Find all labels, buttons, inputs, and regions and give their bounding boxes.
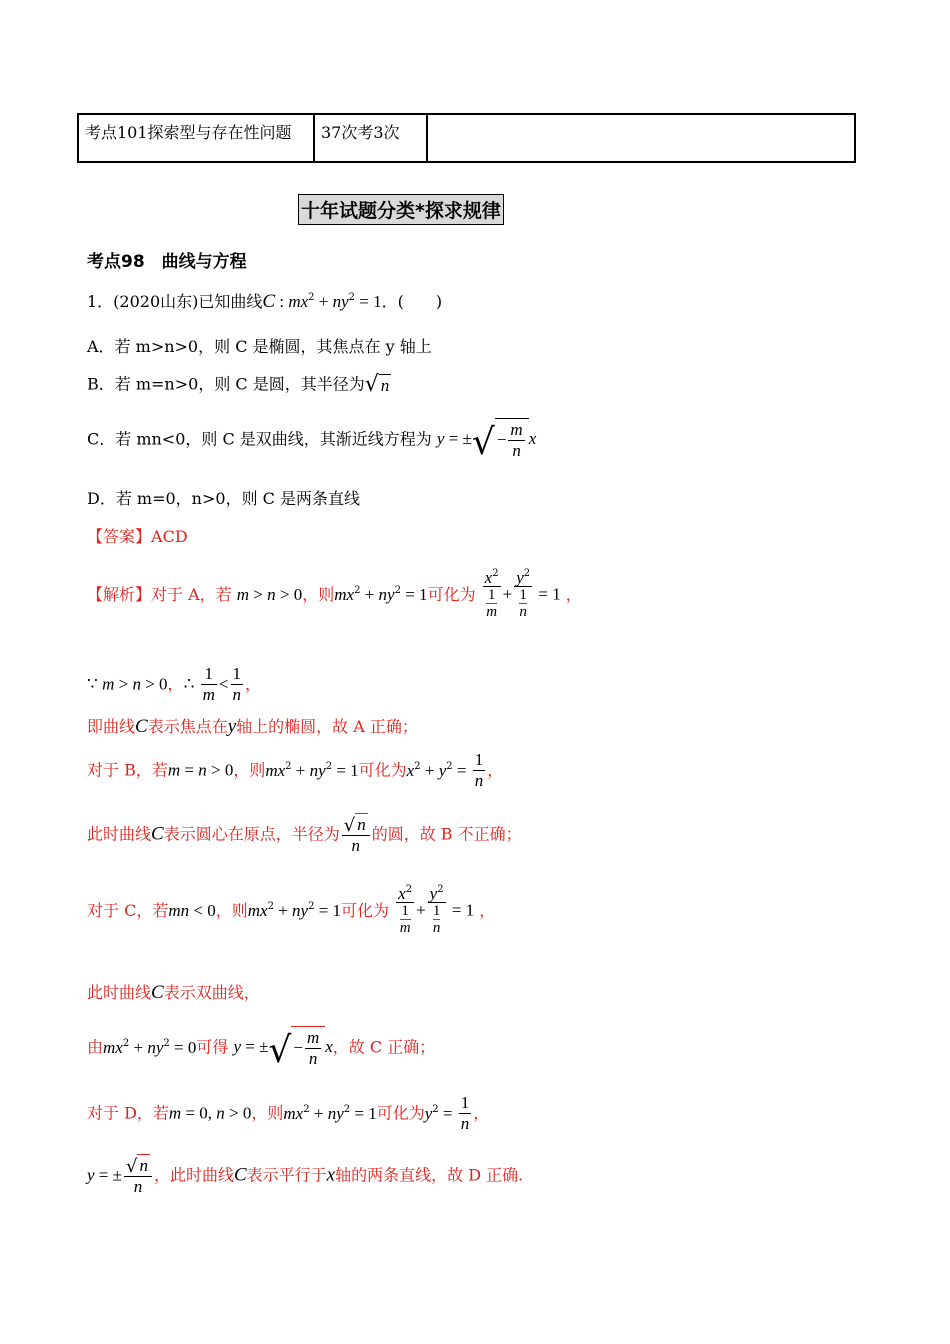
option-c: C．若 mn<0，则 C 是双曲线，其渐近线方程为 y = ± √ − $\frac{m}{n}$ x — [87, 420, 537, 463]
option-d: D．若 m=0，n>0，则 C 是两条直线 — [87, 489, 360, 508]
analysis-text: ，此时曲线 — [153, 1165, 234, 1185]
topic-heading: 考点98 曲线与方程 — [87, 252, 247, 272]
analysis-text: 可化为 — [427, 585, 476, 604]
analysis-text: ，则 — [251, 1103, 284, 1123]
analysis-text: 表示圆心在原点，半径为 — [163, 824, 340, 844]
analysis-text: 轴上的椭圆，故 A 正确； — [236, 717, 418, 736]
analysis-text: 可化为 — [376, 1103, 425, 1123]
analysis-line-2: ∵ m > n > 0，∴ $\frac{1}{m}$ < $\frac{1}{n}$ ， — [87, 664, 262, 704]
analysis-text: 对于 C，若 — [87, 901, 169, 920]
analysis-text: 表示焦点在 — [147, 717, 228, 736]
analysis-text: 即曲线 — [87, 717, 136, 736]
analysis-line-10: y = ± √ n n ，此时曲线C表示平行于x轴的两条直线，故 D 正确. — [87, 1156, 524, 1196]
analysis-text: 轴的两条直线，故 D 正确. — [335, 1165, 524, 1185]
analysis-text: 对于 D，若 — [87, 1103, 169, 1123]
analysis-text: 对于 A，若 — [151, 585, 232, 604]
analysis-text: ，则 — [233, 760, 266, 780]
analysis-text: 对于 B，若 — [87, 760, 168, 780]
empty-cell — [427, 114, 855, 162]
option-a: A．若 m>n>0，则 C 是椭圆，其焦点在 y 轴上 — [87, 337, 432, 356]
stem-suffix: ．( ) — [381, 292, 443, 311]
analysis-text: 可化为 — [341, 901, 390, 920]
answer-label: 【答案】 — [87, 527, 152, 546]
analysis-text: 表示平行于 — [246, 1165, 327, 1185]
analysis-line-6: 对于 C，若mn < 0，则$mx^2 + ny^2 = 1$可化为 $\frac{x^2}{\frac{1}{m}}$ + $\frac{y^2}{\frac{1}{n}}$ = 1 ， — [87, 884, 496, 936]
section-title: 十年试题分类*探求规律 — [298, 194, 504, 225]
option-c-text: C．若 mn<0，则 C 是双曲线，其渐近线方程为 — [87, 429, 432, 449]
analysis-line-4: 对于 B，若m = n > 0，则$mx^2 + ny^2 = 1$可化为$x^2 + y^2$ = $\frac{1}{n}$ ， — [87, 750, 504, 790]
analysis-line-1: 【解析】对于 A，若 m > n > 0，则$mx^2 + ny^2 = 1$可化为 $\frac{x^2}{\frac{1}{m}}$ + $\frac{y^2}{\frac{1}{n}}$ = 1 ， — [87, 568, 582, 620]
analysis-line-3: 即曲线C表示焦点在y轴上的椭圆，故 A 正确； — [87, 716, 418, 737]
analysis-text: ，则 — [215, 901, 248, 920]
option-b — [87, 374, 391, 396]
analysis-text: 此时曲线 — [87, 824, 152, 844]
analysis-line-8: 由$mx^2 + ny^2 = 0$可得 y = ± √ − $\frac{m}{n}$ x，故 C 正确； — [87, 1028, 436, 1071]
stem-prefix: 1．(2020山东)已知曲线 — [87, 292, 263, 311]
analysis-text: 此时曲线 — [87, 983, 152, 1002]
exam-stats-table — [77, 113, 856, 163]
sqrt-n: √ n — [364, 372, 390, 397]
answer-value: ACD — [151, 527, 188, 546]
answer-line — [87, 527, 188, 547]
analysis-text: ，则 — [302, 585, 335, 604]
analysis-line-5: 此时曲线C表示圆心在原点，半径为 √ n n 的圆，故 B 不正确； — [87, 815, 522, 855]
analysis-text: 可化为 — [358, 760, 407, 780]
analysis-text: 表示双曲线， — [163, 983, 260, 1002]
topic-cell: 考点101探索型与存在性问题 — [78, 114, 314, 162]
frequency-cell: 37次考3次 — [314, 114, 427, 162]
analysis-text: ，故 C 正确； — [332, 1037, 436, 1057]
option-b-text: B．若 m=n>0，则 C 是圆，其半径为 — [87, 374, 365, 394]
analysis-text: 由 — [87, 1037, 104, 1057]
analysis-text: 可得 — [196, 1037, 229, 1057]
analysis-line-9: 对于 D，若m = 0, n > 0，则$mx^2 + ny^2 = 1$可化为$y^2$ = $\frac{1}{n}$ ， — [87, 1093, 490, 1133]
analysis-line-7: 此时曲线C表示双曲线， — [87, 982, 260, 1003]
analysis-label: 【解析】 — [87, 585, 152, 604]
analysis-text: 的圆，故 B 不正确； — [371, 824, 522, 844]
question-stem: 1．(2020山东)已知曲线C : $mx^2 + ny^2 = 1$．( ) — [87, 291, 443, 312]
